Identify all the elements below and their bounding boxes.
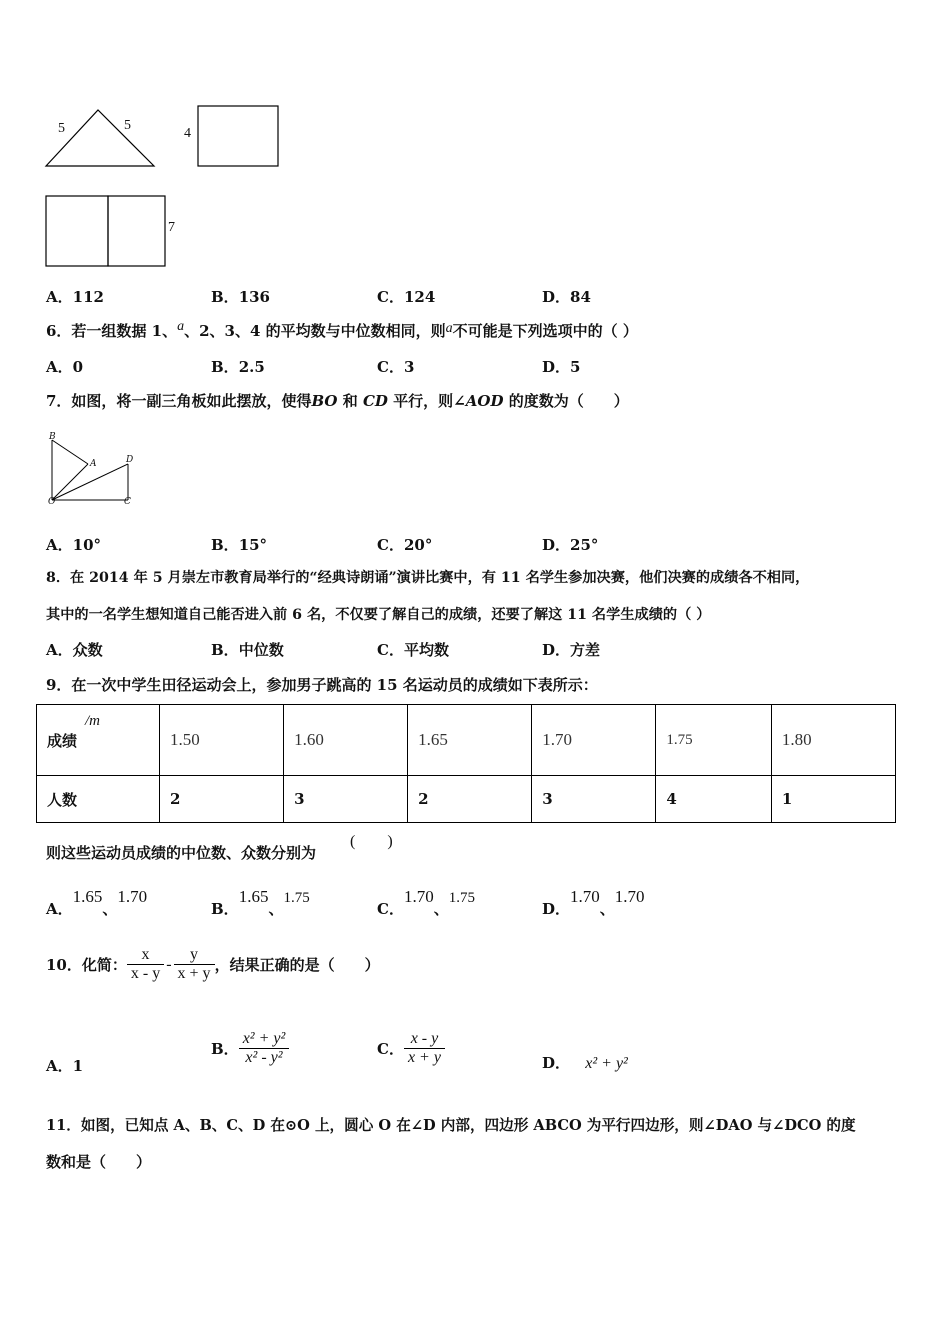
fraction-numerator: x² + y²	[242, 1030, 286, 1047]
q9-option-c[interactable]	[377, 886, 475, 918]
q6-option-d[interactable]	[542, 356, 580, 377]
q10-option-c[interactable]	[377, 1030, 445, 1067]
table-cell: 1.80	[771, 705, 895, 776]
q7-text-2: 平行，则∠	[393, 392, 466, 410]
table-cell: 1.75	[656, 705, 772, 776]
q5-option-b[interactable]	[211, 286, 270, 307]
composite-left-shape	[46, 196, 108, 266]
option-value: x² + y²	[585, 1055, 628, 1072]
option-value: 0	[72, 358, 84, 376]
q11-stem-line2: 数和是（ ）	[46, 1153, 152, 1171]
option-value-2: 1.75	[448, 890, 475, 906]
option-letter: B．	[211, 288, 239, 306]
q7-option-c[interactable]	[377, 534, 432, 555]
option-value: 2.5	[238, 358, 265, 376]
option-letter: C．	[377, 1040, 404, 1058]
option-value: 25°	[570, 536, 599, 554]
table-cell: 1	[771, 776, 895, 823]
table-cell: 3	[284, 776, 408, 823]
option-separator: 、	[433, 900, 449, 918]
q7-line-od	[52, 464, 128, 500]
q6-variable-a: a	[177, 319, 185, 334]
q10-minus: -	[166, 955, 172, 973]
table-cell: 3	[532, 776, 656, 823]
q5-option-d[interactable]	[542, 286, 591, 307]
option-letter: B．	[211, 1040, 239, 1058]
q10-suffix: ，结果正确的是（ ）	[214, 956, 380, 974]
q7-option-b[interactable]	[211, 534, 267, 555]
table-header-count: 人数	[37, 776, 160, 823]
composite-right-shape	[108, 196, 165, 266]
fraction-numerator: y	[190, 946, 199, 963]
option-letter: B．	[211, 900, 239, 918]
table-cell: 2	[408, 776, 532, 823]
option-letter: D．	[542, 288, 571, 306]
option-separator: 、	[268, 900, 284, 918]
q10-fraction-1	[127, 946, 164, 983]
option-letter: C．	[377, 358, 404, 376]
q6-variable-a2: a	[445, 321, 453, 336]
q11-stem-line1: 11．如图，已知点 A、B、C、D 在⊙O 上，圆心 O 在∠D 内部，四边形 ABCO 为平行四边形，则∠DAO 与∠DCO 的度	[46, 1117, 856, 1134]
composite-height-label: 7	[168, 220, 175, 235]
rect-height-label: 4	[184, 126, 191, 141]
q7-segment-cd: CD	[362, 392, 388, 410]
triangle-side-left-label: 5	[58, 121, 65, 136]
q10-option-a[interactable]	[46, 1055, 83, 1076]
option-letter: A．	[46, 536, 73, 554]
q5-figures-svg	[40, 100, 300, 270]
option-value: 众数	[72, 641, 103, 659]
q7-label-b: B	[49, 432, 56, 442]
option-value: 平均数	[403, 641, 449, 659]
option-value-1: 1.70	[570, 887, 600, 906]
option-letter: B．	[211, 536, 239, 554]
option-value: 5	[570, 358, 581, 376]
option-value: 20°	[403, 536, 433, 554]
option-letter: C．	[377, 641, 404, 659]
fraction-denominator: x - y	[127, 964, 164, 983]
table-cell: 1.70	[532, 705, 656, 776]
q7-stem	[46, 390, 629, 411]
table-header-score	[37, 705, 160, 776]
q7-segment-bo: BO	[311, 392, 338, 410]
option-value: 84	[570, 288, 591, 306]
option-letter: C．	[377, 900, 404, 918]
q5-option-a[interactable]	[46, 286, 104, 307]
table-row-counts	[37, 776, 896, 823]
option-value-1: 1.70	[403, 887, 434, 906]
option-letter: C．	[377, 536, 404, 554]
q9-answer-paren: ( )	[350, 833, 393, 850]
q6-text-2: 、2、3、4 的平均数与中位数相同，则	[184, 322, 446, 340]
q9-option-d[interactable]	[542, 886, 645, 918]
q7-line-ba	[52, 440, 88, 464]
q9-stem: 9．在一次中学生田径运动会上，参加男子跳高的 15 名运动员的成绩如下表所示：	[46, 676, 598, 694]
table-cell: 2	[160, 776, 284, 823]
q7-label-c: C	[124, 497, 131, 507]
q5-figures	[40, 100, 300, 270]
option-value: 方差	[570, 641, 601, 659]
option-letter: D．	[542, 900, 571, 918]
q6-stem	[46, 320, 638, 341]
option-value-1: 1.65	[72, 887, 103, 906]
fraction-numerator: x	[141, 946, 150, 963]
triangle-shape	[46, 110, 154, 166]
option-letter: B．	[211, 641, 239, 659]
q6-option-b[interactable]	[211, 356, 265, 377]
option-value-2: 1.70	[117, 887, 148, 906]
q7-label-o: O	[48, 497, 56, 507]
q10-option-b[interactable]	[211, 1030, 289, 1067]
triangle-side-right-label: 5	[124, 118, 131, 133]
score-unit: /m	[85, 713, 100, 729]
q7-label-a: A	[90, 459, 97, 469]
q6-option-c[interactable]	[377, 356, 414, 377]
q7-option-a[interactable]	[46, 534, 101, 555]
fraction-denominator: x² - y²	[239, 1048, 290, 1067]
option-fraction	[404, 1030, 445, 1067]
q9-option-b[interactable]	[211, 886, 310, 918]
q7-angle-aod: AOD	[465, 392, 504, 410]
q8-option-d[interactable]	[542, 639, 600, 660]
option-letter: C．	[377, 288, 404, 306]
option-letter: A．	[46, 900, 73, 918]
q6-text-1: 6．若一组数据 1、	[46, 322, 178, 340]
q6-text-3: 不可能是下列选项中的（ ）	[452, 322, 638, 340]
option-letter: A．	[46, 288, 73, 306]
option-value-2: 1.70	[614, 887, 645, 906]
table-cell: 1.65	[408, 705, 532, 776]
q5-option-c[interactable]	[377, 286, 435, 307]
q7-text-3: 的度数为（ ）	[508, 392, 629, 410]
rectangle-shape	[198, 106, 278, 166]
option-separator: 、	[599, 900, 615, 918]
q9-score-table	[36, 704, 896, 823]
option-letter: D．	[542, 358, 571, 376]
option-value: 3	[403, 358, 415, 376]
q10-stem	[46, 946, 380, 983]
q10-option-d[interactable]	[542, 1052, 628, 1073]
option-value: 15°	[238, 536, 268, 554]
option-value: 124	[403, 288, 436, 306]
option-value: 中位数	[238, 641, 284, 659]
option-value: 1	[72, 1057, 84, 1075]
q8-option-c[interactable]	[377, 639, 449, 660]
q10-fraction-2	[174, 946, 215, 983]
option-letter: D．	[542, 536, 571, 554]
option-value: 136	[238, 288, 270, 306]
q7-text-and: 和	[342, 392, 358, 410]
q7-text-1: 7．如图，将一副三角板如此摆放，使得	[46, 392, 312, 410]
option-letter: D．	[542, 641, 571, 659]
fraction-denominator: x + y	[404, 1048, 445, 1067]
option-value-1: 1.65	[238, 887, 269, 906]
table-cell: 1.60	[284, 705, 408, 776]
q8-option-a[interactable]	[46, 639, 103, 660]
fraction-denominator: x + y	[174, 964, 215, 983]
option-value: 10°	[72, 536, 102, 554]
q10-prefix: 10．化简：	[46, 956, 127, 974]
option-letter: A．	[46, 641, 73, 659]
q9-question: 则这些运动员成绩的中位数、众数分别为	[46, 844, 317, 862]
table-cell: 1.50	[160, 705, 284, 776]
q7-option-d[interactable]	[542, 534, 598, 555]
option-separator: 、	[102, 900, 118, 918]
table-cell: 4	[656, 776, 772, 823]
q7-label-d: D	[126, 455, 134, 465]
option-fraction	[239, 1030, 290, 1067]
q9-option-a[interactable]	[46, 886, 148, 918]
option-letter: A．	[46, 1057, 73, 1075]
option-letter: B．	[211, 358, 239, 376]
table-row-scores	[37, 705, 896, 776]
q8-option-b[interactable]	[211, 639, 284, 660]
q6-option-a[interactable]	[46, 356, 83, 377]
option-value-2: 1.75	[283, 890, 310, 906]
option-letter: D．	[542, 1054, 571, 1072]
option-value: 112	[72, 288, 104, 306]
score-label: 成绩	[47, 731, 78, 750]
fraction-numerator: x - y	[410, 1030, 439, 1047]
q8-stem-line2: 其中的一名学生想知道自己能否进入前 6 名，不仅要了解自己的成绩，还要了解这 11 名学生成绩的（ ）	[46, 607, 711, 623]
option-letter: A．	[46, 358, 73, 376]
q7-line-ao	[52, 464, 88, 500]
q8-stem-line1: 8．在 2014 年 5 月崇左市教育局举行的“经典诗朗诵”演讲比赛中，有 11 名学生参加决赛，他们决赛的成绩各不相同，	[46, 570, 810, 586]
